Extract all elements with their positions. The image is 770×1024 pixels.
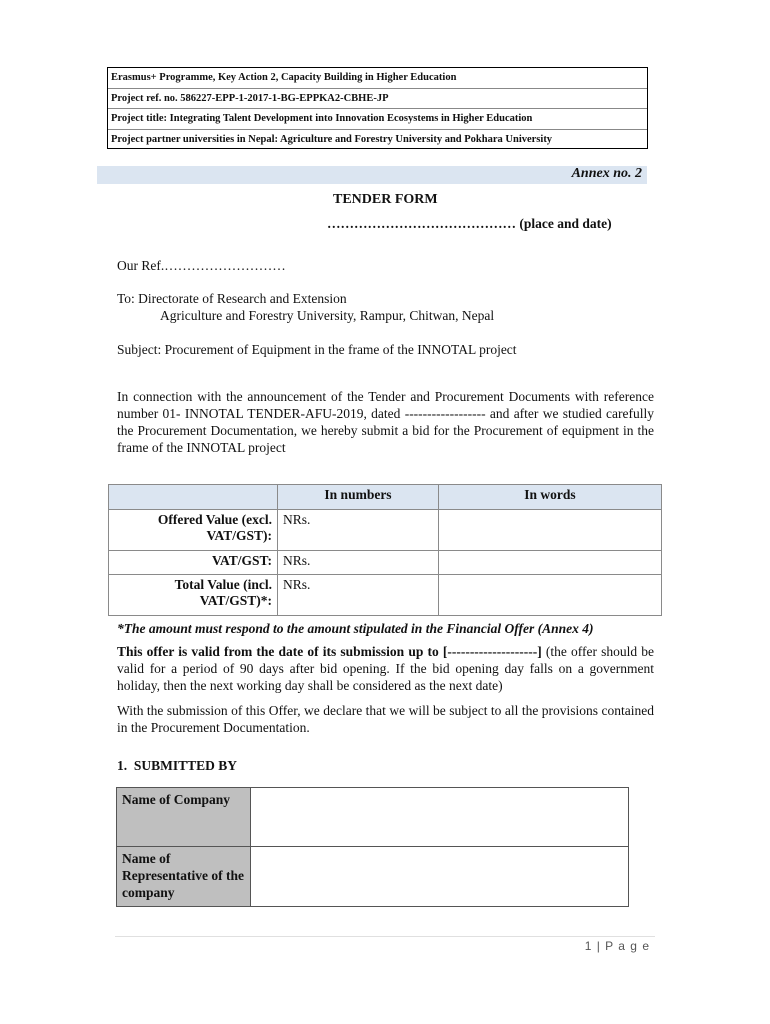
row-label-offered-value: Offered Value (excl. VAT/GST): [109,510,278,551]
validity-rest-text: (the offer should be valid for a period of 90 days after bid opening. If the bid opening day falls on a government holiday, then the next working day shall be considered as the next date) [117,644,654,693]
connection-paragraph: In connection with the announcement of the Tender and Procurement Documents with reference number 01- INNOTAL TENDER-AFU-2019, dated ------------------ and after we studied carefully the Procurement Documentation, we hereby submit a bid for the Procurement of equipment in the frame of the INNOTAL project [117,389,654,455]
label-company-name: Name of Company [117,788,251,847]
total-value-words[interactable] [439,575,662,616]
project-header-box [107,67,648,149]
offered-value-numbers[interactable]: NRs. [278,510,439,551]
to-line-1: To: Directorate of Research and Extension [117,291,347,306]
table-row [109,575,662,616]
validity-paragraph [117,643,654,694]
header-line-project-ref: Project ref. no. 586227-EPP-1-2017-1-BG-EPPKA2-CBHE-JP [108,89,647,110]
annex-band [97,166,647,184]
company-name-field[interactable] [251,788,629,847]
table-row [109,510,662,551]
offer-table-corner [109,485,278,510]
vat-words[interactable] [439,551,662,575]
place-and-date: …………………………………… (place and date) [327,216,612,231]
table-row [117,788,629,847]
section-submitted-by: 1. SUBMITTED BY [117,758,238,773]
page-title: TENDER FORM [333,192,438,207]
declaration-paragraph: With the submission of this Offer, we declare that we will be subject to all the provisions contained in the Procurement Documentation. [117,703,654,735]
table-row [109,551,662,575]
validity-bold-text: This offer is valid from the date of its submission up to [--------------------] [117,644,542,659]
header-line-programme: Erasmus+ Programme, Key Action 2, Capacity Building in Higher Education [108,68,647,89]
table-row [117,847,629,907]
header-line-project-title: Project title: Integrating Talent Development into Innovation Ecosystems in Higher Education [108,109,647,130]
to-line-2: Agriculture and Forestry University, Rampur, Chitwan, Nepal [160,308,495,323]
offer-value-table [108,484,662,616]
row-label-vat: VAT/GST: [109,551,278,575]
amount-note: *The amount must respond to the amount stipulated in the Financial Offer (Annex 4) [117,621,594,636]
label-representative-name: Name of Representative of the company [117,847,251,907]
vat-numbers[interactable]: NRs. [278,551,439,575]
offered-value-words[interactable] [439,510,662,551]
submitted-by-table [116,787,629,907]
col-in-numbers: In numbers [278,485,439,510]
annex-label: Annex no. 2 [571,166,642,181]
our-ref: Our Ref.……………………… [117,258,286,273]
representative-name-field[interactable] [251,847,629,907]
page-number: 1 | P a g e [584,939,650,953]
col-in-words: In words [439,485,662,510]
offer-table-header [109,485,662,510]
footer-divider [115,936,655,937]
header-line-partners: Project partner universities in Nepal: Agriculture and Forestry University and Pokhara University [111,133,553,145]
row-label-total-value: Total Value (incl. VAT/GST)*: [109,575,278,616]
subject-line: Subject: Procurement of Equipment in the frame of the INNOTAL project [117,342,517,357]
total-value-numbers[interactable]: NRs. [278,575,439,616]
